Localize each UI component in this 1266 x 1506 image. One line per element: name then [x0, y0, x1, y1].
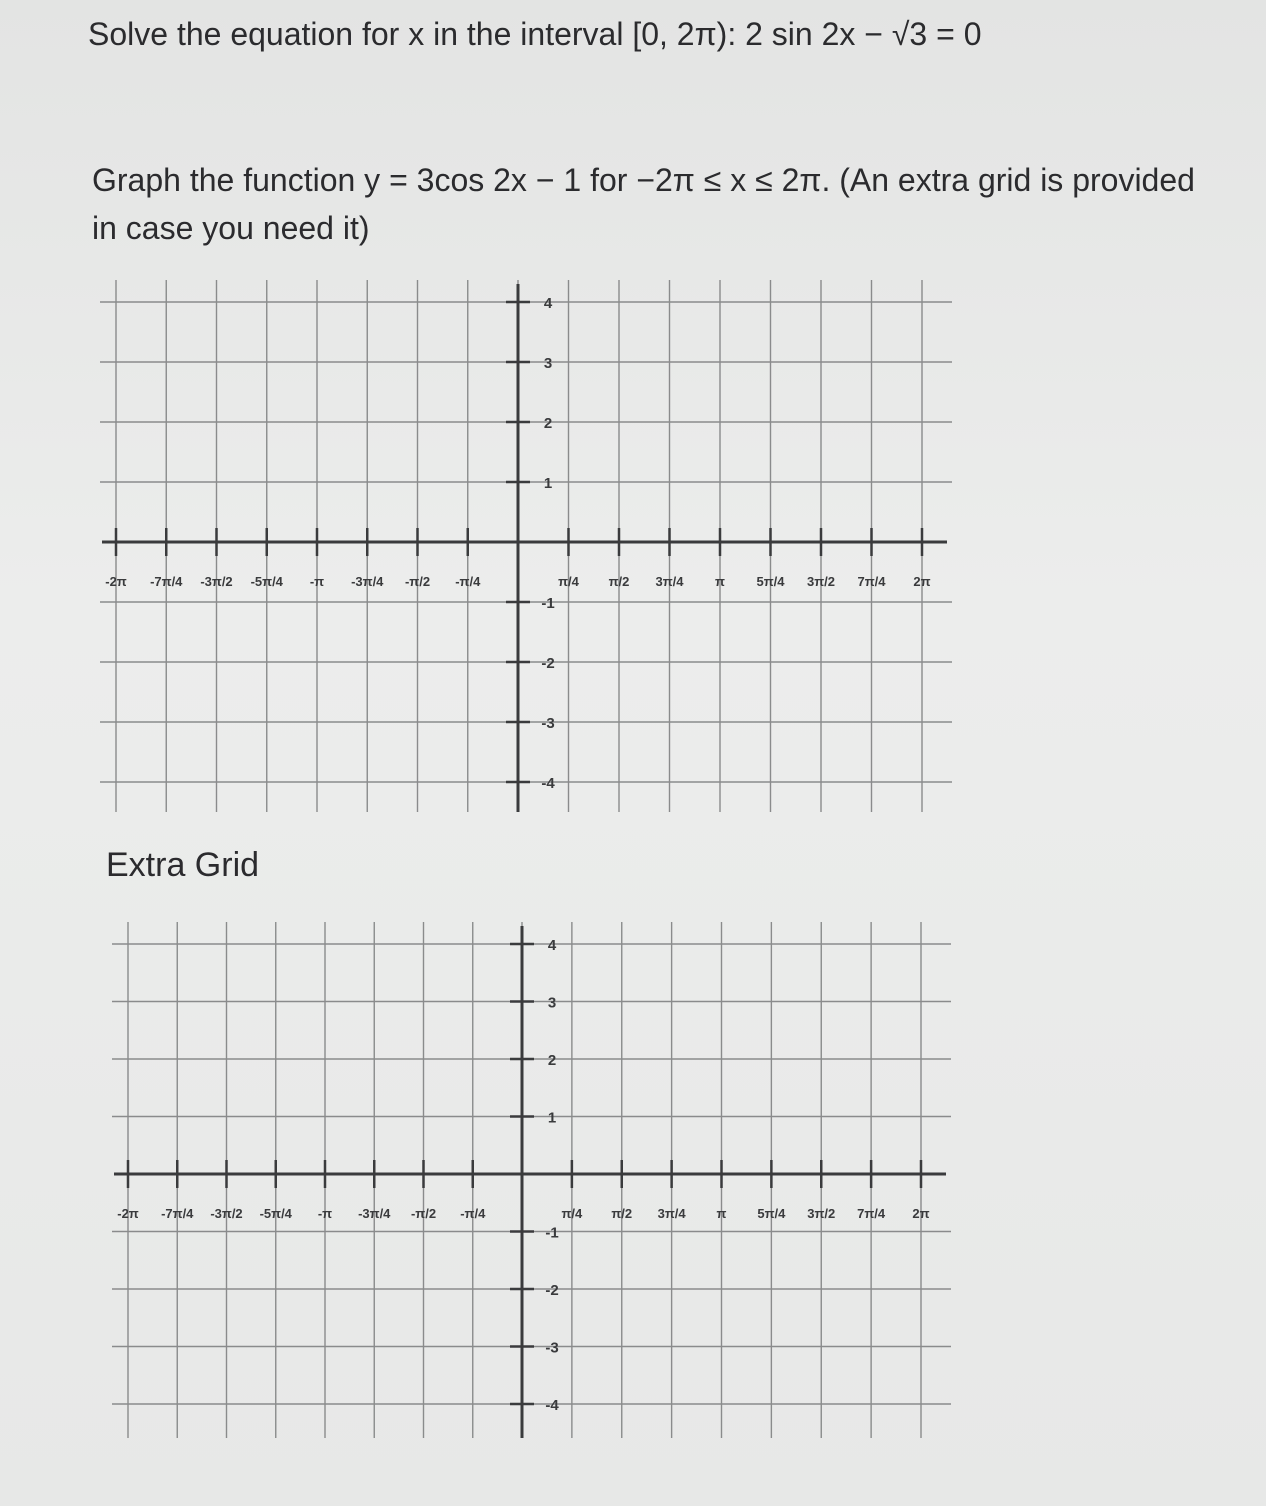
- x-tick-label: π/4: [558, 574, 579, 589]
- question-b-text: Graph the function y = 3cos 2x − 1 for −2π ≤ x ≤ 2π. (An extra grid is provided in case you need it): [92, 162, 1195, 246]
- y-tick-label: 1: [547, 1109, 557, 1127]
- y-tick-label: -4: [545, 1397, 559, 1414]
- x-tick-label: -2π: [117, 1206, 139, 1221]
- x-tick-label: -π/2: [410, 1206, 437, 1221]
- x-tick-label: π/4: [561, 1206, 583, 1221]
- question-a-text: Solve the equation for x in the interval [0, 2π): 2 sin 2x − √3 = 0: [88, 16, 982, 52]
- extra-graph-grid[interactable]: [104, 910, 954, 1450]
- y-tick-label: -1: [545, 1224, 559, 1242]
- x-tick-label: -3π/2: [200, 574, 233, 589]
- x-tick-label: -7π/4: [150, 574, 183, 589]
- y-tick-label: 1: [543, 475, 553, 492]
- x-tick-label: 2π: [912, 1206, 930, 1221]
- y-tick-label: -3: [545, 1339, 559, 1357]
- y-tick-label: 2: [543, 415, 553, 432]
- x-tick-label: -π: [309, 574, 325, 589]
- x-tick-label: π: [716, 1206, 727, 1221]
- y-tick-label: -1: [541, 595, 555, 612]
- x-tick-label: -5π/4: [259, 1206, 292, 1221]
- x-tick-label: -π/4: [460, 1206, 486, 1221]
- y-tick-label: 2: [547, 1052, 557, 1069]
- x-tick-label: π/2: [608, 574, 630, 589]
- y-tick-label: 4: [543, 295, 553, 312]
- x-tick-label: -3π/2: [210, 1206, 243, 1221]
- x-tick-label: 7π/4: [857, 574, 886, 589]
- question-b: [92, 156, 1222, 252]
- x-tick-label: π/2: [611, 1206, 633, 1221]
- x-tick-label: -2π: [105, 574, 127, 589]
- y-tick-label: -3: [541, 715, 555, 732]
- y-tick-label: 3: [543, 355, 553, 372]
- y-tick-label: 4: [547, 937, 557, 954]
- y-tick-label: 3: [547, 994, 557, 1012]
- y-tick-label: -2: [541, 655, 555, 672]
- x-tick-label: 7π/4: [857, 1206, 886, 1221]
- main-graph-grid[interactable]: [92, 266, 952, 822]
- x-tick-label: 3π/2: [806, 574, 836, 589]
- x-tick-label: 5π/4: [756, 574, 785, 589]
- y-tick-label: -2: [545, 1282, 559, 1299]
- question-a: [88, 16, 981, 53]
- x-tick-label: 3π/4: [655, 574, 684, 589]
- x-tick-label: -3π/4: [351, 574, 384, 589]
- x-tick-label: -π/2: [404, 574, 431, 589]
- x-tick-label: -3π/4: [358, 1206, 391, 1221]
- x-tick-label: 2π: [913, 574, 931, 589]
- x-tick-label: -5π/4: [250, 574, 283, 589]
- x-tick-label: 5π/4: [757, 1206, 786, 1221]
- x-tick-label: -π: [317, 1206, 333, 1221]
- y-tick-label: -4: [541, 775, 555, 792]
- x-tick-label: -π/4: [455, 574, 481, 589]
- x-tick-label: π: [715, 574, 725, 589]
- extra-grid-title: Extra Grid: [106, 846, 260, 884]
- x-tick-label: -7π/4: [161, 1206, 194, 1221]
- x-tick-label: 3π/2: [807, 1206, 836, 1221]
- x-tick-label: 3π/4: [657, 1206, 686, 1221]
